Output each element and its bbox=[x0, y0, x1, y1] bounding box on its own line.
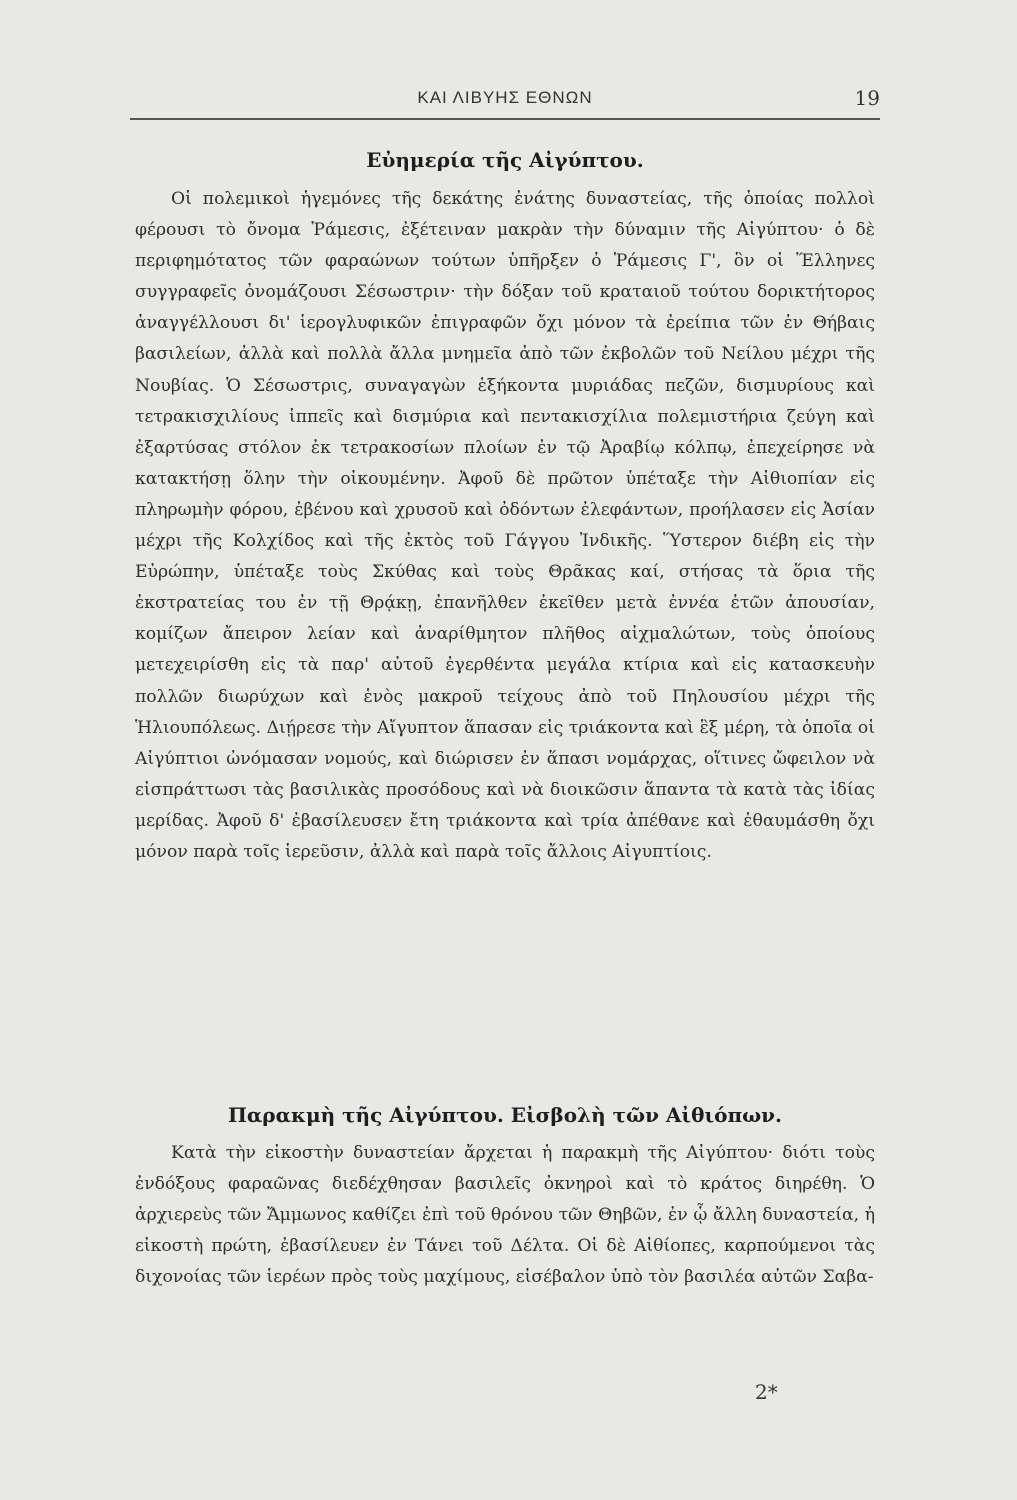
paragraph-prosperity: Οἱ πολεμικοὶ ἡγεμόνες τῆς δεκάτης ἐνάτης δυναστείας, τῆς ὁποίας πολλοὶ φέρουσι τὸ ὄνομα Ῥάμεσις, ἐξέτειναν μακρὰν τὴν δύναμιν τῆς Αἰγύπτου· ὁ δὲ περιφημότατος τῶν φαραώνων τούτων ὑπῆρξεν ὁ Ῥάμεσις Γ', ὃν οἱ Ἕλληνες συγγραφεῖς ὀνομάζουσι Σέσωστριν· τὴν δόξαν τοῦ κραταιοῦ τούτου δορικτήτορος ἀναγγέλλουσι δι' ἱερογλυφικῶν ἐπιγραφῶν ὄχι μόνον τὰ ἐρείπια τῶν ἐν Θήβαις βασιλείων, ἀλλὰ καὶ πολλὰ ἄλλα μνημεῖα ἀπὸ τῶν ἐκβολῶν τοῦ Νείλου μέχρι τῆς Νουβίας. Ὁ Σέσωστρις, συναγαγὼν ἑξήκοντα μυριάδας πεζῶν, δισμυρίους καὶ τετρακισχιλίους ἱππεῖς καὶ δισμύρια καὶ πεντακισχίλια πολεμιστήρια ζεύγη καὶ ἐξαρτύσας στόλον ἐκ τετρακοσίων πλοίων ἐν τῷ Ἀραβίῳ κόλπῳ, ἐπεχείρησε νὰ κατακτήσῃ ὅλην τὴν οἰκουμένην. Ἀφοῦ δὲ πρῶτον ὑπέταξε τὴν Αἰθιοπίαν εἰς πληρωμὴν φόρου, ἐβένου καὶ χρυσοῦ καὶ ὀδόντων ἐλεφάντων, προήλασεν εἰς Ἀσίαν μέχρι τῆς Κολχίδος καὶ τῆς ἐκτὸς τοῦ Γάγγου Ἰνδικῆς. Ὕστερον διέβη εἰς τὴν Εὐρώπην, ὑπέταξε τοὺς Σκύθας καὶ τοὺς Θρᾶκας καί, στήσας τὰ ὅρια τῆς ἐκστρατείας του ἐν τῇ Θρᾴκῃ, ἐπανῆλθεν ἐκεῖθεν μετὰ ἐννέα ἐτῶν ἀπουσίαν, κομίζων ἄπειρον λείαν καὶ ἀναρίθμητον πλῆθος αἰχμαλώτων, τοὺς ὁποίους μετεχειρίσθη εἰς τὰ παρ' αὐτοῦ ἐγερθέντα μεγάλα κτίρια καὶ εἰς κατασκευὴν πολλῶν διωρύχων καὶ ἑνὸς μακροῦ τείχους ἀπὸ τοῦ Πηλουσίου μέχρι τῆς Ἡλιουπόλεως. Διῄρεσε τὴν Αἴγυπτον ἅπασαν εἰς τριάκοντα καὶ ἓξ μέρη, τὰ ὁποῖα οἱ Αἰγύπτιοι ὠνόμασαν νομούς, καὶ διώρισεν ἐν ἅπασι νομάρχας, οἵτινες ὤφειλον νὰ εἰσπράττωσι τὰς βασιλικὰς προσόδους καὶ νὰ διοικῶσιν ἅπαντα τὰ κατὰ τὰς ἰδίας μερίδας. Ἀφοῦ δ' ἐβασίλευσεν ἔτη τριάκοντα καὶ τρία ἀπέθανε καὶ ἐθαυμάσθη ὄχι μόνον παρὰ τοῖς ἱερεῦσιν, ἀλλὰ καὶ παρὰ τοῖς ἄλλοις Αἰγυπτίοις. bbox=[135, 189, 875, 862]
paragraph-decline: Κατὰ τὴν εἰκοστὴν δυναστείαν ἄρχεται ἡ παρακμὴ τῆς Αἰγύπτου· διότι τοὺς ἐνδόξους φαραῶνας διεδέχθησαν βασιλεῖς ὀκνηροὶ καὶ τὸ κράτος διηρέθη. Ὁ ἀρχιερεὺς τῶν Ἄμμωνος καθίζει ἐπὶ τοῦ θρόνου τῶν Θηβῶν, ἐν ᾧ ἄλλη δυναστεία, ἡ εἰκοστὴ πρώτη, ἐβασίλευεν ἐν Τάνει τοῦ Δέλτα. Οἱ δὲ Αἰθίοπες, καρπούμενοι τὰς διχονοίας τῶν ἱερέων πρὸς τοὺς μαχίμους, εἰσέβαλον ὑπὸ τὸν βασιλέα αὐτῶν Σαβα- bbox=[135, 1143, 875, 1288]
signature-mark: 2* bbox=[755, 1380, 778, 1404]
section-heading-prosperity: Εὐημερία τῆς Αἰγύπτου. bbox=[366, 148, 644, 172]
section-heading-decline: Παρακμὴ τῆς Αἰγύπτου. Εἰσβολὴ τῶν Αἰθιόπων. bbox=[228, 1103, 782, 1127]
page-number: 19 bbox=[854, 86, 880, 110]
page-header bbox=[130, 86, 880, 120]
running-head: ΚΑΙ ΛΙΒΥΗΣ ΕΘΝΩΝ bbox=[417, 88, 593, 107]
